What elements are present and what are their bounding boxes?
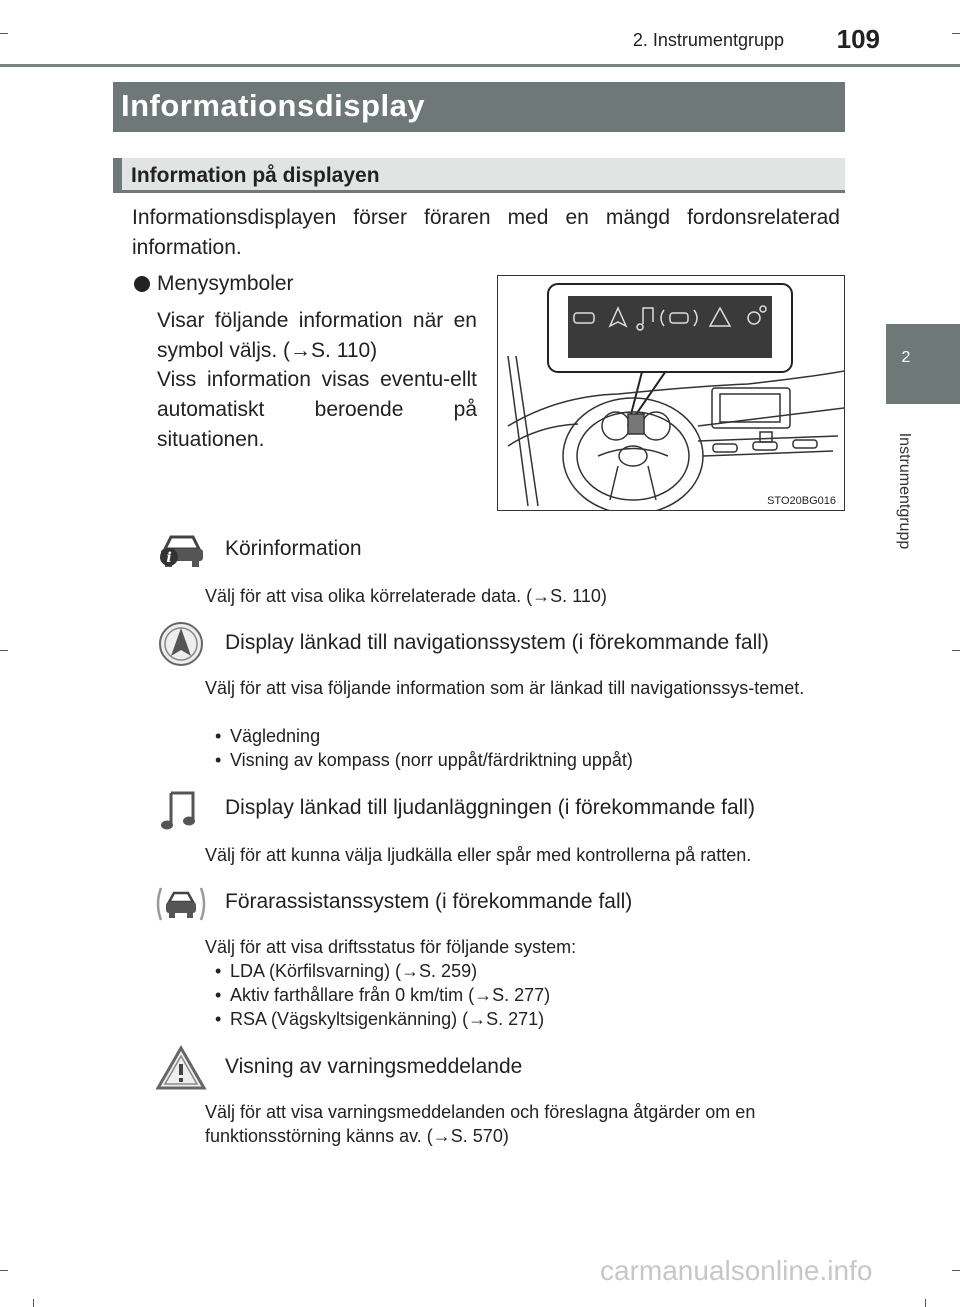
- menu-heading: Menysymboler: [157, 272, 294, 295]
- watermark: carmanualsonline.info: [600, 1255, 873, 1286]
- section-heading: Information på displayen: [131, 164, 380, 187]
- crop-mark: [0, 1270, 8, 1271]
- page-number: 109: [836, 24, 880, 54]
- figure-code: STO20BG016: [767, 495, 836, 507]
- item-title-navigation: Display länkad till navigationssystem (i förekommande fall): [225, 631, 769, 654]
- item-title-driver-assist: Förarassistanssystem (i förekommande fall): [225, 890, 633, 913]
- item-title-audio: Display länkad till ljudanläggningen (i förekommande fall): [225, 796, 755, 819]
- crop-mark: [925, 1299, 926, 1307]
- intro-paragraph: Informationsdisplayen förser föraren med en mängd fordonsrelaterad information.: [132, 206, 840, 259]
- item-title-korinformation: Körinformation: [225, 537, 362, 560]
- item-desc-driver-assist: Välj för att visa driftsstatus för följande system:: [205, 937, 577, 957]
- list-item: • Visning av kompass (norr uppåt/färdriktning uppåt): [205, 748, 845, 772]
- driver-assist-bullets: [205, 959, 845, 1031]
- chapter-tab: [886, 324, 960, 404]
- header-rule: [0, 64, 960, 67]
- navigation-icon: [155, 620, 207, 668]
- menu-text-2: Viss information visas eventu-ellt automatiskt beroende på situationen.: [157, 368, 477, 451]
- crop-mark: [33, 1299, 34, 1307]
- driver-assist-icon: [155, 880, 207, 928]
- crop-mark: [0, 650, 8, 651]
- crop-mark: [952, 33, 960, 34]
- dashboard-drawing: [498, 276, 844, 510]
- svg-text:i: i: [166, 550, 172, 566]
- crop-mark: [952, 650, 960, 651]
- list-item: • Vägledning: [205, 724, 845, 748]
- chapter-tab-label: Instrumentgrupp: [896, 432, 913, 550]
- menu-text-1: Visar följande information när en symbol väljs. (→S. 110): [157, 309, 477, 362]
- chapter-tab-label-container: [884, 412, 924, 572]
- music-note-icon: [155, 785, 207, 833]
- list-item: • Aktiv farthållare från 0 km/tim (→S. 277): [205, 983, 845, 1007]
- list-item: • RSA (Vägskyltsigenkänning) (→S. 271): [205, 1007, 845, 1031]
- section-heading-bar: [113, 158, 845, 193]
- crop-mark: [0, 33, 8, 34]
- dashboard-illustration: [497, 275, 845, 511]
- item-desc-korinformation: Välj för att visa olika körrelaterade data. (→S. 110): [205, 586, 607, 606]
- item-desc-warning: Välj för att visa varningsmeddelanden och föreslagna åtgärder om en funktionsstörning känns av. (→S. 570): [205, 1102, 756, 1146]
- running-header-section: 2. Instrumentgrupp: [632, 30, 784, 50]
- navigation-bullets: [205, 724, 845, 772]
- car-info-icon: [155, 527, 207, 575]
- chapter-tab-number: 2: [901, 349, 911, 366]
- page-title-bar: [113, 82, 845, 132]
- item-desc-audio: Välj för att kunna välja ljudkälla eller spår med kontrollerna på ratten.: [205, 845, 752, 865]
- item-title-warning: Visning av varningsmeddelande: [225, 1055, 523, 1078]
- warning-icon: [155, 1044, 207, 1092]
- list-item: • LDA (Körfilsvarning) (→S. 259): [205, 959, 845, 983]
- item-desc-navigation: Välj för att visa följande information som är länkad till navigationssys-temet.: [205, 678, 805, 698]
- page-title: Informationsdisplay: [121, 88, 426, 123]
- section-heading-marker: [113, 158, 122, 190]
- crop-mark: [952, 1270, 960, 1271]
- bullet-dot: [134, 276, 150, 292]
